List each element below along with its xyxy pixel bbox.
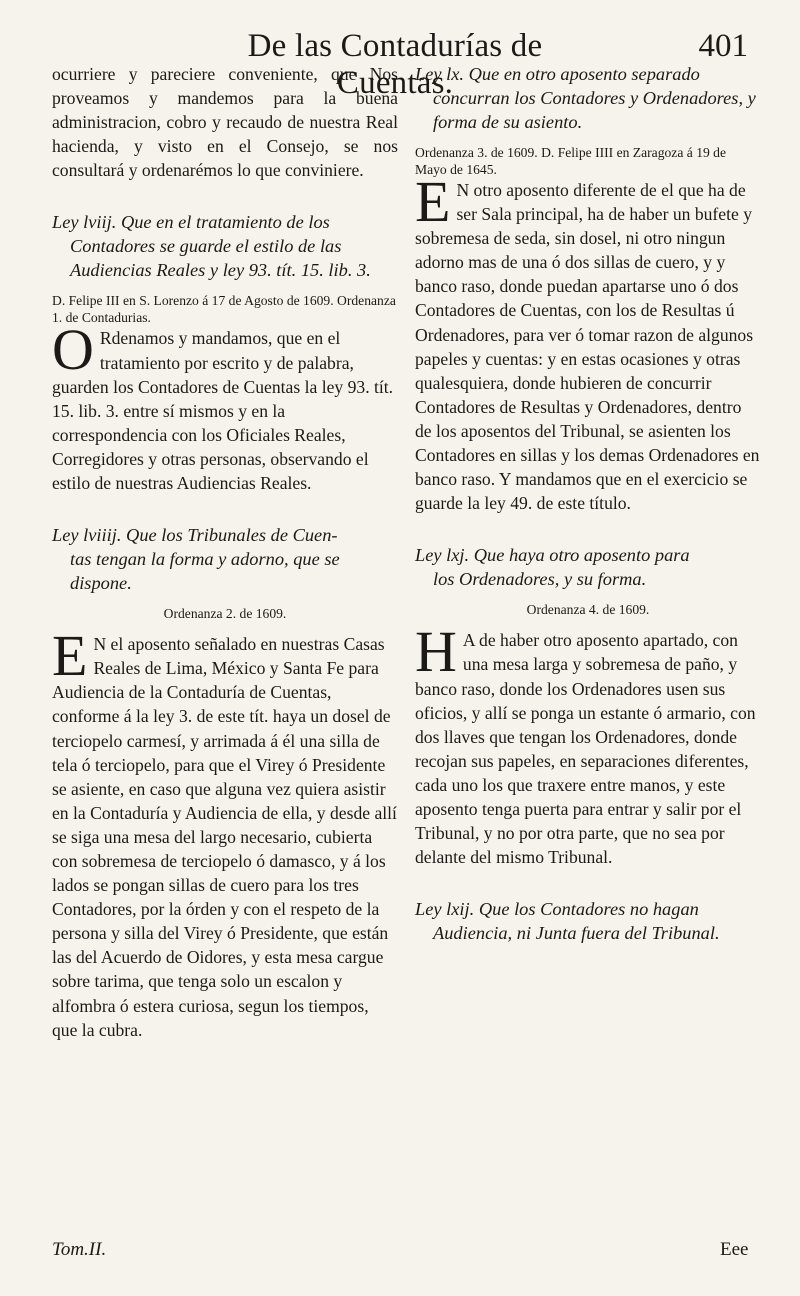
law-59-title <box>52 523 398 595</box>
law-61-title-line1: Ley lxj. Que haya otro aposento para <box>415 545 690 566</box>
law-61-text: A de haber otro aposento apartado, con una mesa larga y sobremesa de paño, y banco raso, donde los Ordenadores usen sus oficios, y allí se ponga un estante ó armario, con dos llaves que tengan los Ordenadores, donde recojan sus papeles, en separaciones diferentes, cada uno los que traxere entre manos, y este aposento tenga puerta para entrar y salir por el Tribunal, y no por otra parte, que no sea por delante del mismo Tribunal. <box>415 630 756 868</box>
law-60-title <box>415 62 761 134</box>
law-59-source: Ordenanza 2. de 1609. <box>163 606 287 622</box>
page-number: 401 <box>698 28 748 64</box>
volume-signature: Tom.II. <box>52 1239 107 1260</box>
law-60-title-line1: Ley lx. Que en otro aposento separado <box>415 64 700 84</box>
right-column <box>415 62 761 945</box>
law-60-title-rest: concurran los Contadores y Ordenadores, y forma de su asiento. <box>433 88 756 132</box>
law-61-source: Ordenanza 4. de 1609. <box>526 602 650 618</box>
law-59-body <box>52 623 398 1042</box>
law-60-body <box>415 169 761 515</box>
law-58-dropcap: O <box>52 317 94 383</box>
law-58-source: D. Felipe III en S. Lorenzo á 17 de Agosto de 1609. Ordenanza 1. de Contadurias. <box>52 293 396 326</box>
law-59-title-rest: tas tengan la forma y adorno, que se dispone. <box>70 549 340 594</box>
law-62-title-rest: Audiencia, ni Junta fuera del Tribunal. <box>433 923 720 944</box>
law-60-dropcap: E <box>415 169 451 234</box>
law-59-text: N el aposento señalado en nuestras Casas Reales de Lima, México y Santa Fe para Audiencia de la Contaduría de Cuentas, conforme á la ley 3. de este tít. haya un dosel de terciopelo carmesí, y arrimada á él una silla de tela ó terciopelo, para que el Virey ó Presidente se asiente, en caso que alguna vez quiera asistir en la Contaduría y Audiencia de ella, y desde allí se siga una mesa del largo necesario, cubierta con sobremesa de terciopelo ó damasco, y á los lados se pongan sillas de cuero para los tres Contadores, por la órden y con el respeto de la persona y silla del Virey ó Presidente, que están las del Acuerdo de Oidores, y esta mesa cargue sobre tarima, que tenga solo un escalon y alfombra ó estera curiosa, segun los tiempos, que la cubra. <box>52 634 397 1040</box>
law-59-title-line1: Ley lviiij. Que los Tribunales de Cuen- <box>52 525 338 546</box>
running-title: De las Contadurías de Cuentas. <box>247 28 543 101</box>
law-58-title <box>52 210 398 282</box>
law-58-body <box>52 317 398 495</box>
law-58-title-line1: Ley lviij. Que en el tratamiento de los <box>52 212 330 233</box>
law-62-title-line1: Ley lxij. Que los Contadores no hagan <box>415 899 699 920</box>
continuation-paragraph: ocurriere y pareciere conveniente, que Nos proveamos y mandemos para la buena administracion, cobro y recaudo de nuestra Real hacienda, y visto en el Consejo, se nos consultará y ordenarémos lo que conviniere. <box>52 64 398 181</box>
law-61-dropcap: H <box>415 619 457 685</box>
law-61-title-rest: los Ordenadores, y su forma. <box>433 569 647 590</box>
law-60-text: N otro aposento diferente de el que ha de ser Sala principal, ha de haber un bufete y sobremesa de seda, sin dosel, ni otro ningun adorno mas de una ó dos sillas de cuero, y y banco raso, donde puedan apartarse uno ó dos Contadores de Cuentas, con los de Resultas ú Ordenadores, para ver ó tomar razon de algunos papeles y cuentas: y en estas ocasiones y otras qualesquiera, donde hubieren de concurrir Contadores de Resultas y Ordenadores, dentro de los aposentos del Tribunal, se asienten los Contadores en sillas y los demas Ordenadores en banco raso. Y mandamos que en el exercicio se guarde la ley 49. de este título. <box>415 180 760 514</box>
law-58-text: Rdenamos y mandamos, que en el tratamiento por escrito y de palabra, guarden los Contadores de Cuentas la ley 93. tít. 15. lib. 3. entre sí mismos y en la correspondencia con los Oficiales Reales, Corregidores y otras personas, observando el estilo de nuestras Audiencias Reales. <box>52 328 394 494</box>
law-61-title <box>415 543 761 591</box>
law-58-title-rest: Contadores se guarde el estilo de las Audiencias Reales y ley 93. tít. 15. lib. 3. <box>70 236 371 281</box>
law-59-dropcap: E <box>52 623 88 689</box>
law-62-title <box>415 897 761 945</box>
catchword: Eee <box>720 1239 749 1260</box>
left-column <box>52 62 398 1042</box>
law-60-source: Ordenanza 3. de 1609. D. Felipe IIII en Zaragoza á 19 de Mayo de 1645. <box>415 145 727 177</box>
law-61-body <box>415 619 761 869</box>
